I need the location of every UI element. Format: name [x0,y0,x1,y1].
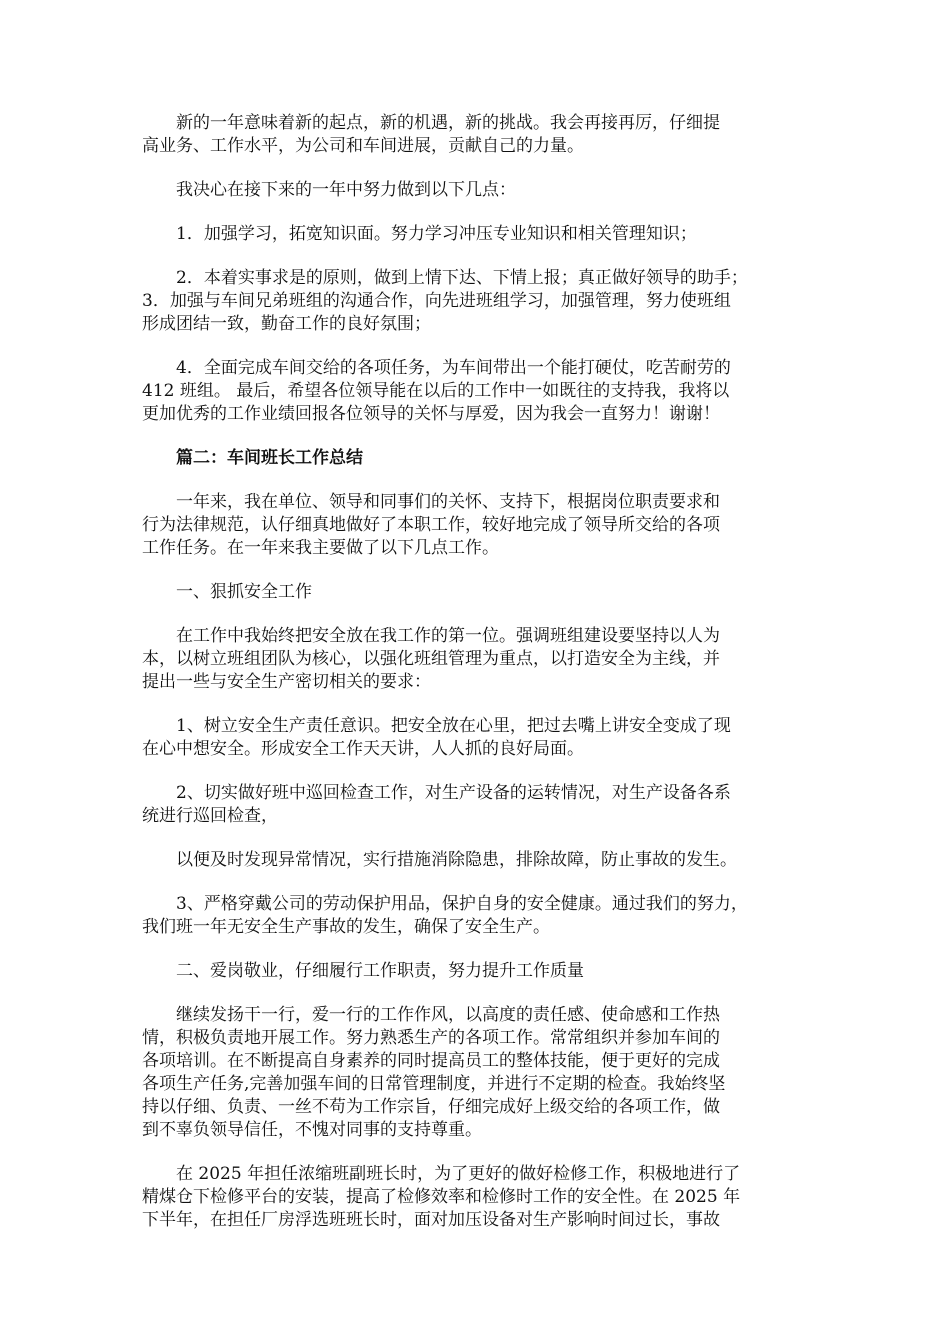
text-line: 在 2025 年担任浓缩班副班长时，为了更好的做好检修工作，积极地进行了 [176,1164,741,1184]
text-line: 提出一些与安全生产密切相关的要求： [142,672,431,692]
text-line: 1、树立安全生产责任意识。把安全放在心里，把过去嘴上讲安全变成了现 [176,716,731,736]
text-line: 工作任务。在一年来我主要做了以下几点工作。 [142,538,499,558]
text-line: 下半年，在担任厂房浮选班班长时，面对加压设备对生产影响时间过长，事故 [142,1210,720,1230]
paragraph-point-4 [142,357,812,426]
section-title: 篇二：车间班长工作总结 [176,448,363,468]
text-line: 3、严格穿戴公司的劳动保护用品，保护自身的安全健康。通过我们的努力， [176,894,748,914]
paragraph-safety-1 [142,715,812,761]
text-line: 各项生产任务,完善加强车间的日常管理制度，并进行不定期的检查。我始终坚 [142,1074,726,1094]
text-line: 4．全面完成车间交给的各项任务，为车间带出一个能打硬仗，吃苦耐劳的 [176,358,731,378]
text-line: 我们班一年无安全生产事故的发生，确保了安全生产。 [142,917,550,937]
paragraph-safety-3 [142,893,812,939]
paragraph-point-2-3 [142,267,812,336]
text-line: 我决心在接下来的一年中努力做到以下几点： [176,180,516,200]
text-line: 新的一年意味着新的起点，新的机遇，新的挑战。我会再接再厉，仔细提 [176,113,720,133]
document-page [142,112,812,1232]
text-line: 一年来，我在单位、领导和同事们的关怀、支持下，根据岗位职责要求和 [176,492,720,512]
text-line: 精煤仓下检修平台的安装，提高了检修效率和检修时工作的安全性。在 2025 年 [142,1187,741,1207]
text-line: 3．加强与车间兄弟班组的沟通合作，向先进班组学习，加强管理，努力使班组 [142,291,731,311]
subheading-dedication [142,960,812,983]
text-line: 412 班组。 最后，希望各位领导能在以后的工作中一如既往的支持我，我将以 [142,381,730,401]
paragraph-point-1 [142,223,812,246]
text-line: 一、狠抓安全工作 [176,582,312,602]
text-line: 以便及时发现异常情况，实行措施消除隐患，排除故障，防止事故的发生。 [176,850,737,870]
paragraph-safety-2 [142,782,812,828]
text-line: 在工作中我始终把安全放在我工作的第一位。强调班组建设要坚持以人为 [176,626,720,646]
paragraph-dedication [142,1004,812,1142]
paragraph-safety-2-cont [142,849,812,872]
paragraph-2025 [142,1163,812,1232]
text-line: 情，积极负责地开展工作。努力熟悉生产的各项工作。常常组织并参加车间的 [142,1028,720,1048]
text-line: 统进行巡回检查， [142,806,278,826]
text-line: 各项培训。在不断提高自身素养的同时提高员工的整体技能，便于更好的完成 [142,1051,720,1071]
text-line: 继续发扬干一行，爱一行的工作作风，以高度的责任感、使命感和工作热 [176,1005,720,1025]
text-line: 1．加强学习，拓宽知识面。努力学习冲压专业知识和相关管理知识； [176,224,697,244]
text-line: 更加优秀的工作业绩回报各位领导的关怀与厚爱，因为我会一直努力！谢谢！ [142,404,720,424]
text-line: 行为法律规范，认仔细真地做好了本职工作，较好地完成了领导所交给的各项 [142,515,720,535]
text-line: 高业务、工作水平，为公司和车间进展，贡献自己的力量。 [142,136,584,156]
text-line: 形成团结一致，勤奋工作的良好氛围； [142,314,431,334]
paragraph-new-year [142,112,812,158]
text-line: 持以仔细、负责、一丝不苟为工作宗旨，仔细完成好上级交给的各项工作，做 [142,1097,720,1117]
text-line: 在心中想安全。形成安全工作天天讲，人人抓的良好局面。 [142,739,584,759]
paragraph-safety-first [142,625,812,694]
paragraph-resolution [142,179,812,202]
paragraph-intro [142,491,812,560]
text-line: 2．本着实事求是的原则，做到上情下达、下情上报；真正做好领导的助手； [176,268,748,288]
subheading-safety [142,581,812,604]
text-line: 二、爱岗敬业，仔细履行工作职责，努力提升工作质量 [176,961,584,981]
text-line: 到不辜负领导信任，不愧对同事的支持尊重。 [142,1120,482,1140]
text-line: 本，以树立班组团队为核心，以强化班组管理为重点，以打造安全为主线，并 [142,649,720,669]
text-line: 2、切实做好班中巡回检查工作，对生产设备的运转情况，对生产设备各系 [176,783,731,803]
